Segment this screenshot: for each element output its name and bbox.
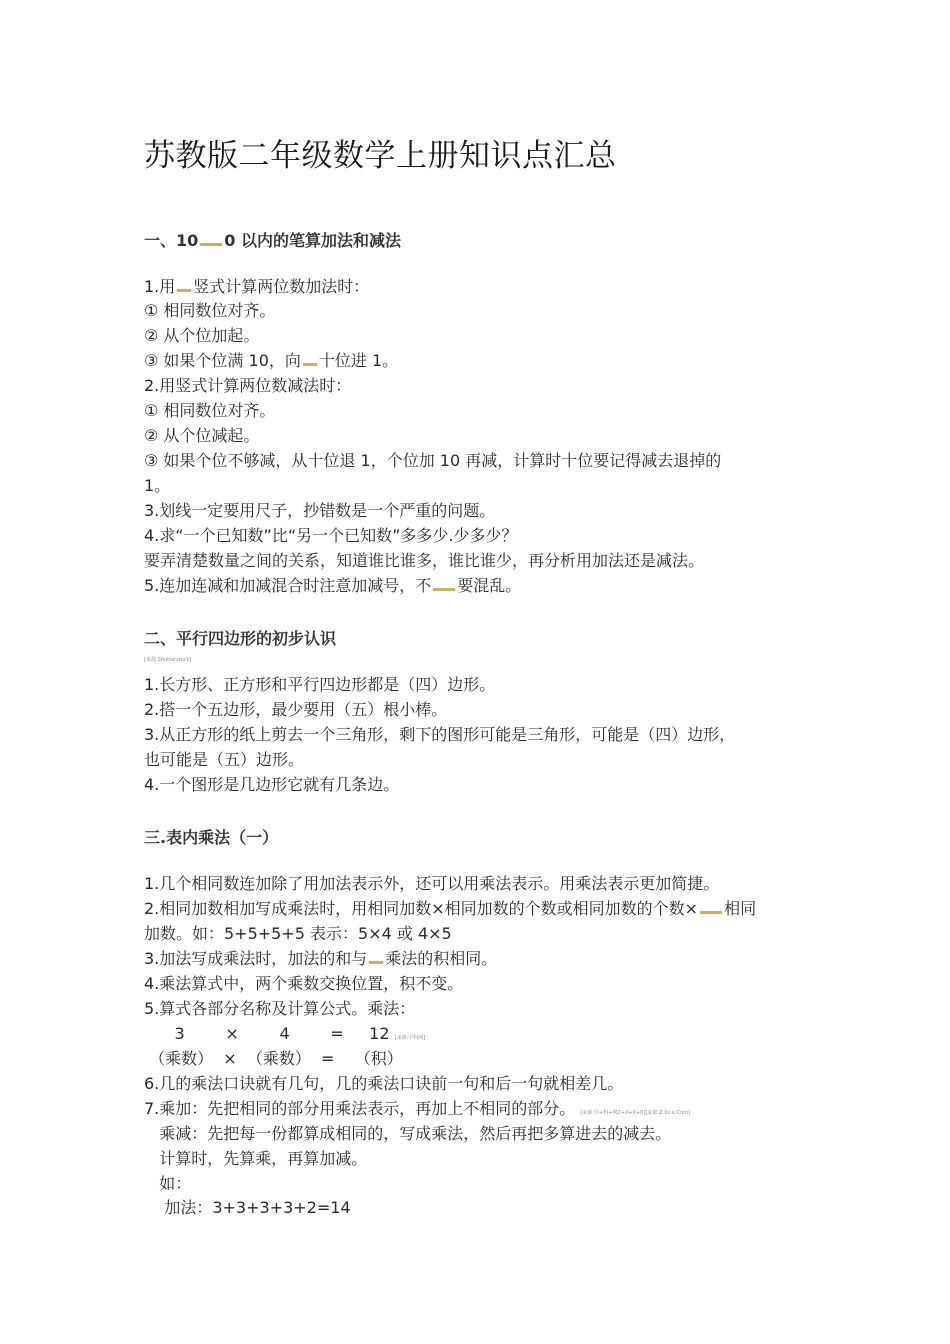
s3-line-4-post: 乘法的积相同。 (385, 949, 498, 968)
s1-line-8: ③ 如果个位不够减，从十位退 1，个位加 10 再减，计算时十位要记得减去退掉的 (144, 451, 722, 470)
heading-1-suffix: 0 以内的笔算加法和减法 (224, 231, 401, 250)
blank-mark (200, 243, 222, 246)
s2-line-1: 1.长方形、正方形和平行四边形都是（四）边形。 (144, 675, 496, 694)
source-note: [来源:学+科+网Z+X+X+K][来源:Z.Xx.k.Com] (580, 1110, 690, 1116)
s1-line-4 (144, 349, 398, 373)
s3-line-8: （乘数） × （乘数） = （积） (144, 1049, 403, 1068)
s3-line-10 (144, 1097, 690, 1125)
s2-line-2: 2.搭一个五边形，最少要用（五）根小棒。 (144, 700, 448, 719)
s3-line-3: 加数。如：5+5+5+5 表示：5×4 或 4×5 (144, 924, 452, 943)
section-heading-2: 二、平行四边形的初步认识 (144, 629, 337, 648)
source-note: [来源:学科网] (394, 1035, 426, 1041)
s3-line-11: 乘减：先把每一份都算成相同的，写成乘法，然后再把多算进去的减去。 (144, 1124, 672, 1143)
s3-line-2 (144, 897, 756, 921)
heading-1-prefix: 一、10 (144, 231, 199, 250)
s1-line-1-pre: 1.用 (144, 277, 176, 296)
s3-line-9: 6.几的乘法口诀就有几句，几的乘法口诀前一句和后一句就相差几。 (144, 1074, 624, 1093)
s1-line-3: ② 从个位加起。 (144, 326, 260, 345)
s3-line-4-pre: 3.加法写成乘法时，加法的和与 (144, 949, 368, 968)
s2-line-3: 3.从正方形的纸上剪去一个三角形，剩下的图形可能是三角形，可能是（四）边形， (144, 725, 736, 744)
s3-line-2-pre: 2.相同加数相加写成乘法时，用相同加数×相同加数的个数或相同加数的个数× (144, 899, 699, 918)
section-heading-1 (144, 228, 401, 251)
s2-line-5: 4.一个图形是几边形它就有几条边。 (144, 775, 400, 794)
s1-line-11: 4.求“一个已知数”比“另一个已知数”多多少.少多少？ (144, 526, 518, 545)
s1-line-1-post: 竖式计算两位数加法时： (193, 277, 370, 296)
s3-line-4 (144, 947, 497, 971)
s2-line-4: 也可能是（五）边形。 (144, 750, 305, 769)
formula-values: 3 × 4 = 12 (144, 1024, 390, 1043)
s1-line-6: ① 相同数位对齐。 (144, 401, 276, 420)
s1-line-13 (144, 574, 521, 598)
s1-line-12: 要弄清楚数量之间的关系，知道谁比谁多，谁比谁少，再分析用加法还是减法。 (144, 551, 705, 570)
s3-line-1: 1.几个相同数连加除了用加法表示外，还可以用乘法表示。用乘法表示更加简捷。 (144, 874, 720, 893)
s1-line-4-pre: ③ 如果个位满 10，向 (144, 351, 301, 370)
s3-line-10-text: 7.乘加：先把相同的部分用乘法表示，再加上不相同的部分。 (144, 1099, 576, 1118)
s1-line-9: 1。 (144, 476, 171, 495)
source-note: [来源:Shutterstock] (144, 657, 192, 663)
s3-line-12: 计算时，先算乘，再算加减。 (144, 1149, 368, 1168)
s1-line-13-post: 要混乱。 (457, 576, 522, 595)
s3-line-5: 4.乘法算式中，两个乘数交换位置，积不变。 (144, 974, 464, 993)
s3-line-6: 5.算式各部分名称及计算公式。乘法： (144, 999, 416, 1018)
s3-line-7 (144, 1022, 425, 1050)
s3-line-2-post: 相同 (724, 899, 757, 918)
blank-mark (177, 289, 191, 292)
s1-line-7: ② 从个位减起。 (144, 426, 260, 445)
s1-line-10: 3.划线一定要用尺子，抄错数是一个严重的问题。 (144, 501, 496, 520)
page-title: 苏教版二年级数学上册知识点汇总 (144, 138, 617, 174)
s1-line-4-post: 十位进 1。 (318, 351, 399, 370)
blank-mark (433, 588, 455, 591)
s3-line-14: 加法：3+3+3+3+2=14 (144, 1198, 351, 1217)
s3-line-13: 如： (144, 1174, 192, 1193)
blank-mark (369, 961, 383, 964)
s1-line-2: ① 相同数位对齐。 (144, 301, 276, 320)
blank-mark (700, 911, 722, 914)
blank-mark (303, 363, 317, 366)
s1-line-1 (144, 275, 369, 299)
section-heading-3: 三.表内乘法（一） (144, 828, 279, 847)
s1-line-5: 2.用竖式计算两位数减法时： (144, 376, 352, 395)
s1-line-13-pre: 5.连加连减和加减混合时注意加减号，不 (144, 576, 432, 595)
